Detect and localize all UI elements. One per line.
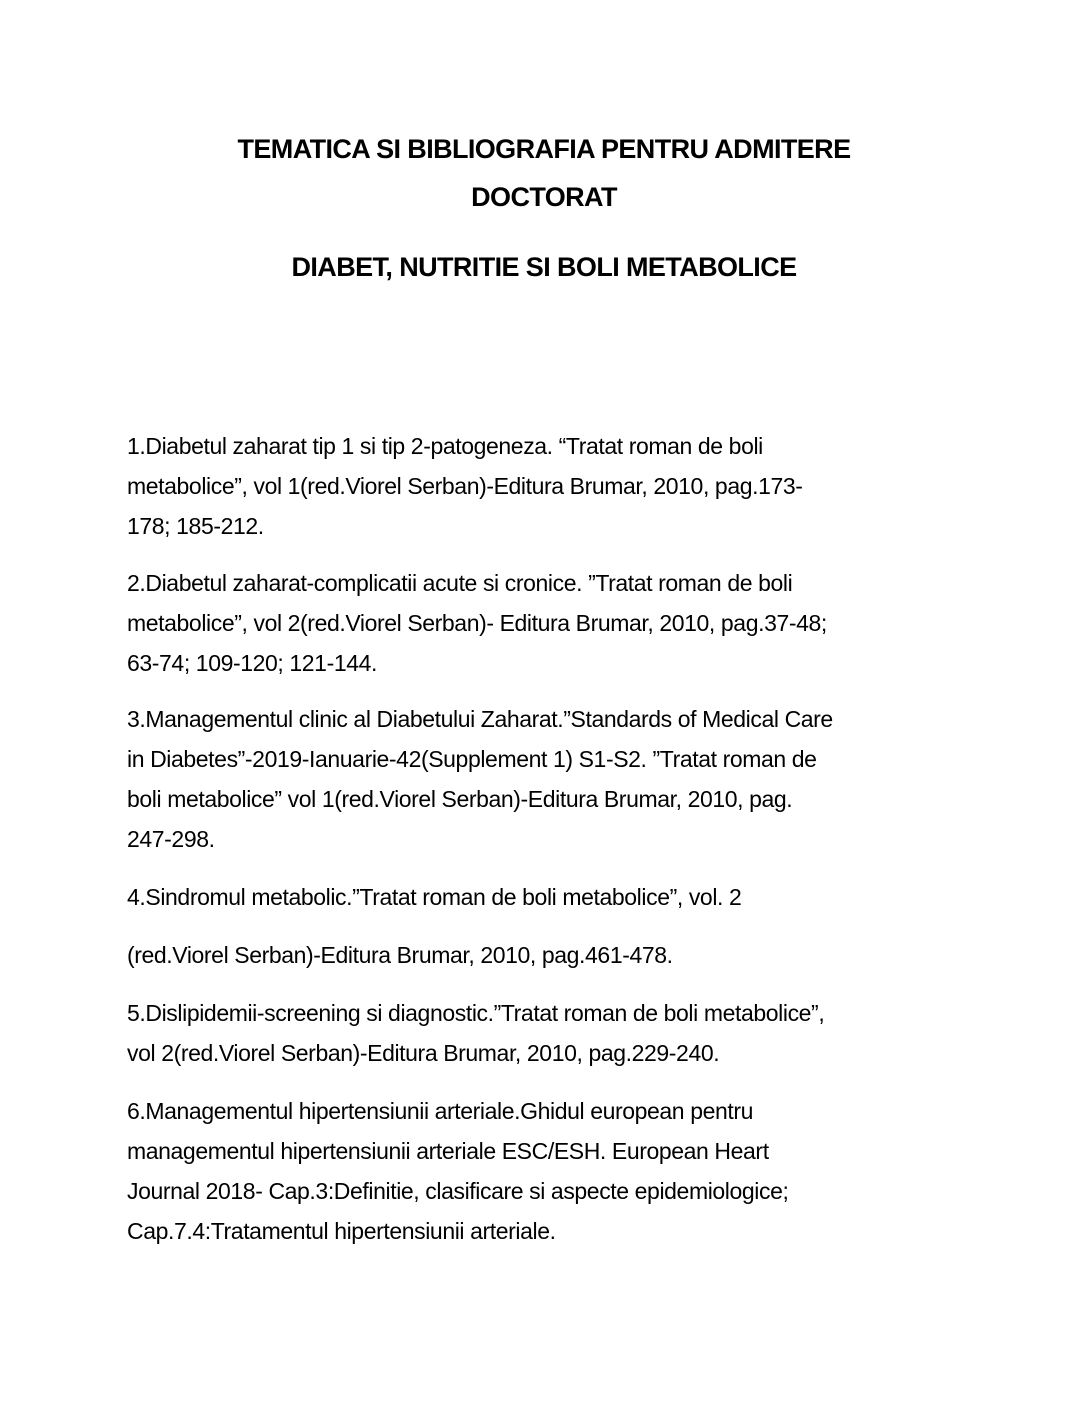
item-1-line: 1.Diabetul zaharat tip 1 si tip 2-patogeneza. “Tratat roman de boli	[127, 433, 763, 459]
item-5-line: 5.Dislipidemii-screening si diagnostic.”Tratat roman de boli metabolice”,	[127, 1000, 825, 1026]
item-3-line: boli metabolice” vol 1(red.Viorel Serban)-Editura Brumar, 2010, pag.	[127, 786, 793, 812]
document-title: TEMATICA SI BIBLIOGRAFIA PENTRU ADMITERE	[237, 134, 851, 164]
item-6-line: 6.Managementul hipertensiunii arteriale.Ghidul european pentru	[127, 1098, 754, 1124]
item-1-line: metabolice”, vol 1(red.Viorel Serban)-Editura Brumar, 2010, pag.173-	[127, 473, 803, 499]
document-subtitle: DIABET, NUTRITIE SI BOLI METABOLICE	[291, 252, 797, 282]
item-4-line: 4.Sindromul metabolic.”Tratat roman de boli metabolice”, vol. 2	[127, 884, 742, 910]
item-2-line: 2.Diabetul zaharat-complicatii acute si cronice. ”Tratat roman de boli	[127, 570, 793, 596]
item-3-line: in Diabetes”-2019-Ianuarie-42(Supplement 1) S1-S2. ”Tratat roman de	[127, 746, 817, 772]
item-2-line: metabolice”, vol 2(red.Viorel Serban)- Editura Brumar, 2010, pag.37-48;	[127, 610, 827, 636]
item-3-line: 247-298.	[127, 826, 215, 852]
item-5-line: vol 2(red.Viorel Serban)-Editura Brumar, 2010, pag.229-240.	[127, 1040, 720, 1066]
item-6-line: managementul hipertensiunii arteriale ESC/ESH. European Heart	[127, 1138, 769, 1164]
item-3-line: 3.Managementul clinic al Diabetului Zaharat.”Standards of Medical Care	[127, 706, 833, 732]
item-2-line: 63-74; 109-120; 121-144.	[127, 650, 377, 676]
document-title-cont: DOCTORAT	[471, 182, 617, 212]
item-6-line: Journal 2018- Cap.3:Definitie, clasificare si aspecte epidemiologice;	[127, 1178, 789, 1204]
item-1-line: 178; 185-212.	[127, 513, 264, 539]
item-6-line: Cap.7.4:Tratamentul hipertensiunii arteriale.	[127, 1218, 556, 1244]
item-4-line: (red.Viorel Serban)-Editura Brumar, 2010, pag.461-478.	[127, 942, 673, 968]
